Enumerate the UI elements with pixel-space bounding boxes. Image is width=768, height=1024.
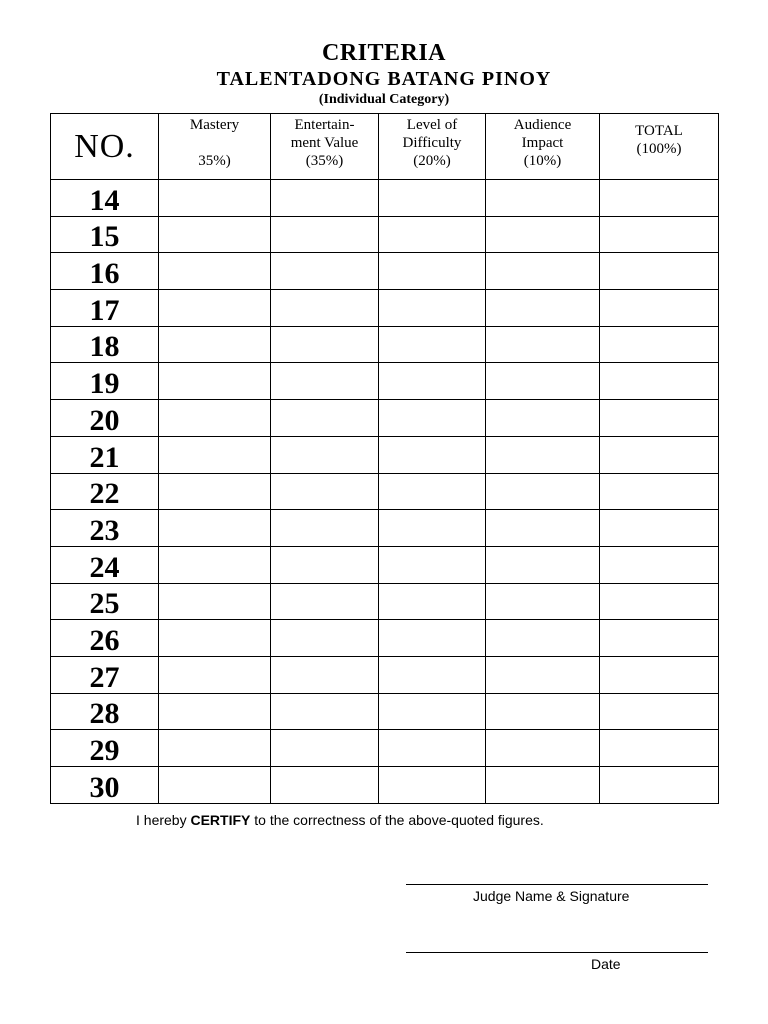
total-score-cell[interactable] [600, 363, 719, 400]
form-category: (Individual Category) [318, 92, 450, 107]
contestant-number: 23 [51, 510, 159, 547]
mastery-score-cell[interactable] [159, 180, 271, 217]
certify-suffix: to the correctness of the above-quoted figures. [250, 812, 544, 828]
difficulty-score-cell[interactable] [379, 290, 486, 327]
table-row [51, 400, 719, 437]
total-score-cell[interactable] [600, 546, 719, 583]
total-score-cell[interactable] [600, 656, 719, 693]
audience-score-cell[interactable] [486, 473, 600, 510]
contestant-number: 24 [51, 546, 159, 583]
contestant-number: 18 [51, 326, 159, 363]
difficulty-score-cell[interactable] [379, 510, 486, 547]
entertainment-score-cell[interactable] [271, 510, 379, 547]
difficulty-percent: (20%) [413, 153, 451, 169]
table-row [51, 730, 719, 767]
table-row [51, 546, 719, 583]
difficulty-score-cell[interactable] [379, 216, 486, 253]
difficulty-score-cell[interactable] [379, 473, 486, 510]
entertainment-score-cell[interactable] [271, 620, 379, 657]
entertainment-score-cell[interactable] [271, 326, 379, 363]
table-row [51, 620, 719, 657]
difficulty-score-cell[interactable] [379, 583, 486, 620]
contestant-number: 20 [51, 400, 159, 437]
mastery-label: Mastery [189, 117, 240, 133]
audience-score-cell[interactable] [486, 400, 600, 437]
difficulty-score-cell[interactable] [379, 180, 486, 217]
audience-label-1: Audience [513, 117, 572, 133]
contestant-number: 14 [51, 180, 159, 217]
date-line[interactable] [406, 952, 708, 953]
contestant-number: 21 [51, 436, 159, 473]
table-row [51, 180, 719, 217]
mastery-score-cell[interactable] [159, 326, 271, 363]
table-row [51, 436, 719, 473]
mastery-score-cell[interactable] [159, 473, 271, 510]
mastery-score-cell[interactable] [159, 290, 271, 327]
entertainment-score-cell[interactable] [271, 363, 379, 400]
audience-score-cell[interactable] [486, 730, 600, 767]
mastery-score-cell[interactable] [159, 620, 271, 657]
mastery-score-cell[interactable] [159, 656, 271, 693]
contestant-number: 17 [51, 290, 159, 327]
total-score-cell[interactable] [600, 767, 719, 804]
audience-score-cell[interactable] [486, 656, 600, 693]
audience-score-cell[interactable] [486, 546, 600, 583]
difficulty-score-cell[interactable] [379, 620, 486, 657]
mastery-score-cell[interactable] [159, 363, 271, 400]
entertainment-score-cell[interactable] [271, 473, 379, 510]
mastery-score-cell[interactable] [159, 510, 271, 547]
table-header-row [51, 114, 719, 180]
entertainment-score-cell[interactable] [271, 656, 379, 693]
entertainment-score-cell[interactable] [271, 180, 379, 217]
table-row [51, 583, 719, 620]
total-score-cell[interactable] [600, 253, 719, 290]
total-score-cell[interactable] [600, 583, 719, 620]
entertainment-score-cell[interactable] [271, 253, 379, 290]
table-row [51, 216, 719, 253]
table-row [51, 767, 719, 804]
audience-score-cell[interactable] [486, 290, 600, 327]
column-header-audience [486, 114, 600, 180]
contestant-number: 22 [51, 473, 159, 510]
table-row [51, 290, 719, 327]
column-header-total [600, 114, 719, 180]
entertainment-score-cell[interactable] [271, 730, 379, 767]
audience-score-cell[interactable] [486, 216, 600, 253]
mastery-score-cell[interactable] [159, 583, 271, 620]
difficulty-score-cell[interactable] [379, 253, 486, 290]
difficulty-score-cell[interactable] [379, 767, 486, 804]
judge-signature-label: Judge Name & Signature [473, 888, 630, 904]
entertainment-score-cell[interactable] [271, 583, 379, 620]
table-row [51, 693, 719, 730]
mastery-score-cell[interactable] [159, 216, 271, 253]
certification-statement [136, 812, 544, 828]
difficulty-score-cell[interactable] [379, 730, 486, 767]
mastery-score-cell[interactable] [159, 767, 271, 804]
total-score-cell[interactable] [600, 216, 719, 253]
difficulty-score-cell[interactable] [379, 326, 486, 363]
table-row [51, 656, 719, 693]
mastery-score-cell[interactable] [159, 730, 271, 767]
table-row [51, 510, 719, 547]
contestant-number: 26 [51, 620, 159, 657]
total-score-cell[interactable] [600, 180, 719, 217]
audience-label-2: Impact [521, 135, 564, 151]
entertainment-score-cell[interactable] [271, 546, 379, 583]
audience-score-cell[interactable] [486, 767, 600, 804]
contestant-number: 28 [51, 693, 159, 730]
form-title: CRITERIA [321, 40, 447, 66]
difficulty-score-cell[interactable] [379, 546, 486, 583]
difficulty-score-cell[interactable] [379, 436, 486, 473]
date-label: Date [591, 956, 621, 972]
audience-score-cell[interactable] [486, 363, 600, 400]
form-subtitle: TALENTADONG BATANG PINOY [216, 68, 552, 90]
entertainment-score-cell[interactable] [271, 290, 379, 327]
column-header-entertainment [271, 114, 379, 180]
entertainment-score-cell[interactable] [271, 216, 379, 253]
total-percent: (100%) [636, 141, 682, 157]
total-score-cell[interactable] [600, 400, 719, 437]
entertainment-score-cell[interactable] [271, 767, 379, 804]
table-row [51, 473, 719, 510]
criteria-table [50, 113, 719, 804]
table-row [51, 326, 719, 363]
mastery-percent: 35%) [198, 153, 231, 169]
column-header-difficulty [379, 114, 486, 180]
difficulty-label-1: Level of [406, 117, 458, 133]
column-header-no: NO. [51, 114, 159, 180]
audience-score-cell[interactable] [486, 326, 600, 363]
entertainment-percent: (35%) [305, 153, 344, 169]
entertainment-label-2: ment Value [290, 135, 359, 151]
total-score-cell[interactable] [600, 473, 719, 510]
contestant-number: 25 [51, 583, 159, 620]
audience-score-cell[interactable] [486, 620, 600, 657]
audience-score-cell[interactable] [486, 253, 600, 290]
audience-score-cell[interactable] [486, 693, 600, 730]
total-score-cell[interactable] [600, 290, 719, 327]
total-score-cell[interactable] [600, 693, 719, 730]
table-row [51, 363, 719, 400]
total-score-cell[interactable] [600, 436, 719, 473]
mastery-score-cell[interactable] [159, 253, 271, 290]
entertainment-score-cell[interactable] [271, 400, 379, 437]
entertainment-score-cell[interactable] [271, 693, 379, 730]
total-score-cell[interactable] [600, 730, 719, 767]
difficulty-score-cell[interactable] [379, 400, 486, 437]
contestant-number: 16 [51, 253, 159, 290]
mastery-score-cell[interactable] [159, 400, 271, 437]
difficulty-score-cell[interactable] [379, 656, 486, 693]
mastery-score-cell[interactable] [159, 693, 271, 730]
difficulty-score-cell[interactable] [379, 363, 486, 400]
contestant-number: 15 [51, 216, 159, 253]
audience-score-cell[interactable] [486, 436, 600, 473]
total-label: TOTAL [635, 123, 683, 139]
contestant-number: 30 [51, 767, 159, 804]
certify-bold: CERTIFY [190, 812, 251, 828]
audience-percent: (10%) [523, 153, 562, 169]
column-header-mastery [159, 114, 271, 180]
contestant-number: 29 [51, 730, 159, 767]
mastery-score-cell[interactable] [159, 546, 271, 583]
contestant-number: 27 [51, 656, 159, 693]
entertainment-score-cell[interactable] [271, 436, 379, 473]
entertainment-label-1: Entertain- [294, 117, 355, 133]
total-score-cell[interactable] [600, 510, 719, 547]
difficulty-label-2: Difficulty [402, 135, 462, 151]
audience-score-cell[interactable] [486, 583, 600, 620]
mastery-score-cell[interactable] [159, 436, 271, 473]
audience-score-cell[interactable] [486, 510, 600, 547]
total-score-cell[interactable] [600, 620, 719, 657]
certify-prefix: I hereby [136, 812, 191, 828]
judge-signature-line[interactable] [406, 884, 708, 885]
table-row [51, 253, 719, 290]
total-score-cell[interactable] [600, 326, 719, 363]
difficulty-score-cell[interactable] [379, 693, 486, 730]
audience-score-cell[interactable] [486, 180, 600, 217]
contestant-number: 19 [51, 363, 159, 400]
